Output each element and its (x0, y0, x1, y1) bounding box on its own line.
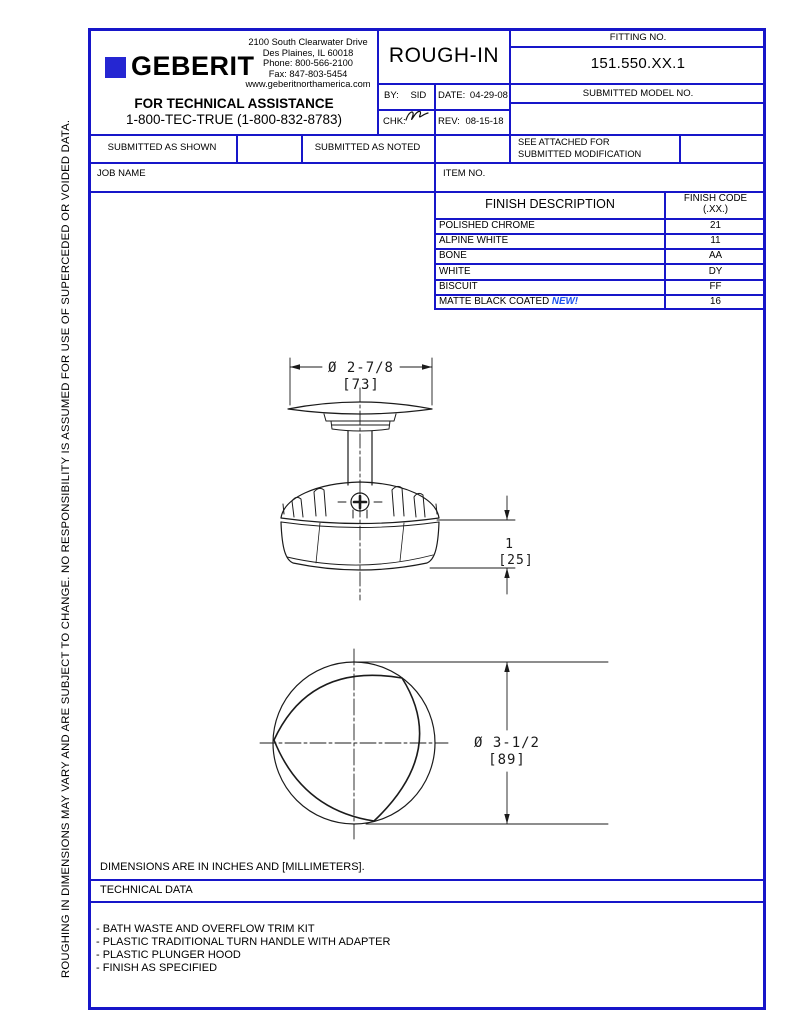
phillips-screw (338, 493, 382, 511)
grid-line (378, 109, 510, 111)
chk-label: CHK: (383, 116, 406, 127)
submitted-as-shown-label: SUBMITTED AS SHOWN (107, 142, 217, 153)
rev-value: 08-15-18 (465, 116, 504, 127)
brand-name: GEBERIT (131, 51, 255, 81)
grid-line (679, 134, 681, 164)
grid-line (88, 162, 766, 164)
technical-item: - FINISH AS SPECIFIED (96, 962, 218, 974)
item-no-label: ITEM NO. (443, 168, 486, 179)
technical-item: - PLASTIC TRADITIONAL TURN HANDLE WITH ADAPTER (96, 936, 391, 948)
finish-row-description: WHITE (439, 266, 471, 277)
geberit-logo-icon (105, 57, 126, 78)
dim-diameter-mm: [89] (488, 752, 526, 768)
finish-code-header (665, 193, 766, 215)
finish-row-code: FF (709, 281, 722, 292)
rev-label: REV: (438, 116, 460, 127)
see-attached-line1: SEE ATTACHED FOR (518, 137, 610, 147)
grid-line (236, 134, 238, 164)
chk-signature (404, 107, 432, 125)
see-attached-note (518, 137, 641, 160)
footer-rule (88, 879, 766, 881)
finish-row-code: AA (708, 250, 723, 261)
date-value: 04-29-08 (469, 90, 508, 101)
by-value: SID (410, 90, 427, 101)
height-dimension (430, 496, 515, 594)
address-line: Phone: 800-566-2100 (263, 58, 353, 69)
fitting-no-value: 151.550.XX.1 (590, 55, 686, 72)
dimension-arrow (504, 568, 509, 578)
technical-item: - BATH WASTE AND OVERFLOW TRIM KIT (96, 923, 315, 935)
dim-height-inches: 1 (505, 537, 513, 552)
dimension-arrow (290, 364, 300, 369)
finish-row-description: POLISHED CHROME (439, 220, 535, 231)
submitted-model-label: SUBMITTED MODEL NO. (582, 88, 694, 99)
job-name-label: JOB NAME (97, 168, 146, 179)
finish-row-code: 21 (710, 220, 721, 231)
dimension-arrow (504, 662, 509, 672)
grid-line (378, 83, 766, 85)
submitted-as-noted-label: SUBMITTED AS NOTED (314, 142, 421, 153)
dimension-arrow (422, 364, 432, 369)
technical-drawing (88, 310, 766, 870)
dim-height-mm: [25] (498, 553, 534, 568)
finish-description-header: FINISH DESCRIPTION (485, 197, 615, 211)
finish-row-code: DY (708, 266, 723, 277)
finish-row-description: BISCUIT (439, 281, 478, 292)
finish-row-code: 16 (710, 296, 721, 307)
date-label: DATE: (438, 90, 466, 101)
grid-line (510, 46, 766, 48)
date-cell (438, 90, 508, 101)
technical-assistance-title: FOR TECHNICAL ASSISTANCE (134, 96, 334, 111)
grid-line (88, 134, 766, 136)
dim-diameter-inches: Ø 3-1/2 (473, 735, 541, 751)
company-website: www.geberitnorthamerica.com (245, 79, 371, 90)
dimension-arrow (504, 510, 509, 520)
finish-row-description: ALPINE WHITE (439, 235, 509, 246)
address-line: Des Plaines, IL 60018 (262, 47, 354, 58)
units-note: DIMENSIONS ARE IN INCHES AND [MILLIMETERS]. (100, 861, 365, 873)
technical-data-label: TECHNICAL DATA (100, 884, 193, 896)
technical-item: - PLASTIC PLUNGER HOOD (96, 949, 241, 961)
technical-assistance-phone: 1-800-TEC-TRUE (1-800-832-8783) (125, 112, 343, 127)
by-label: BY: (384, 90, 399, 101)
address-line: 2100 South Clearwater Drive (248, 37, 368, 47)
footer-rule (88, 901, 766, 903)
finish-table-line (435, 263, 766, 265)
new-badge: NEW! (551, 296, 578, 307)
finish-row-code: 11 (710, 235, 721, 246)
see-attached-line2: SUBMITTED MODIFICATION (518, 148, 642, 159)
finish-row-description (439, 296, 578, 307)
address-line: Fax: 847-803-5454 (268, 68, 348, 79)
by-cell (384, 90, 426, 101)
company-address (240, 37, 376, 90)
hood-bottom-view (260, 649, 448, 839)
side-disclaimer-text: ROUGHING IN DIMENSIONS MAY VARY AND ARE SUBJECT TO CHANGE. NO RESPONSIBILITY IS ASSUMED FOR USE OF SUPERCEDED OR VOIDED DATA. (60, 119, 72, 978)
dimension-arrow (504, 814, 509, 824)
finish-row-description: BONE (439, 250, 467, 261)
dim-top-inches: Ø 2-7/8 (327, 360, 395, 376)
fitting-no-label: FITTING NO. (609, 32, 667, 43)
finish-row-description-text: MATTE BLACK COATED (439, 296, 550, 307)
rev-cell (438, 116, 504, 127)
finish-code-header-line2: (.XX.) (702, 204, 729, 215)
finish-code-header-line1: FINISH CODE (683, 193, 748, 204)
chk-cell (383, 116, 406, 127)
grid-line (510, 102, 766, 104)
sheet-title: ROUGH-IN (388, 44, 500, 67)
dim-top-mm: [73] (342, 377, 380, 393)
